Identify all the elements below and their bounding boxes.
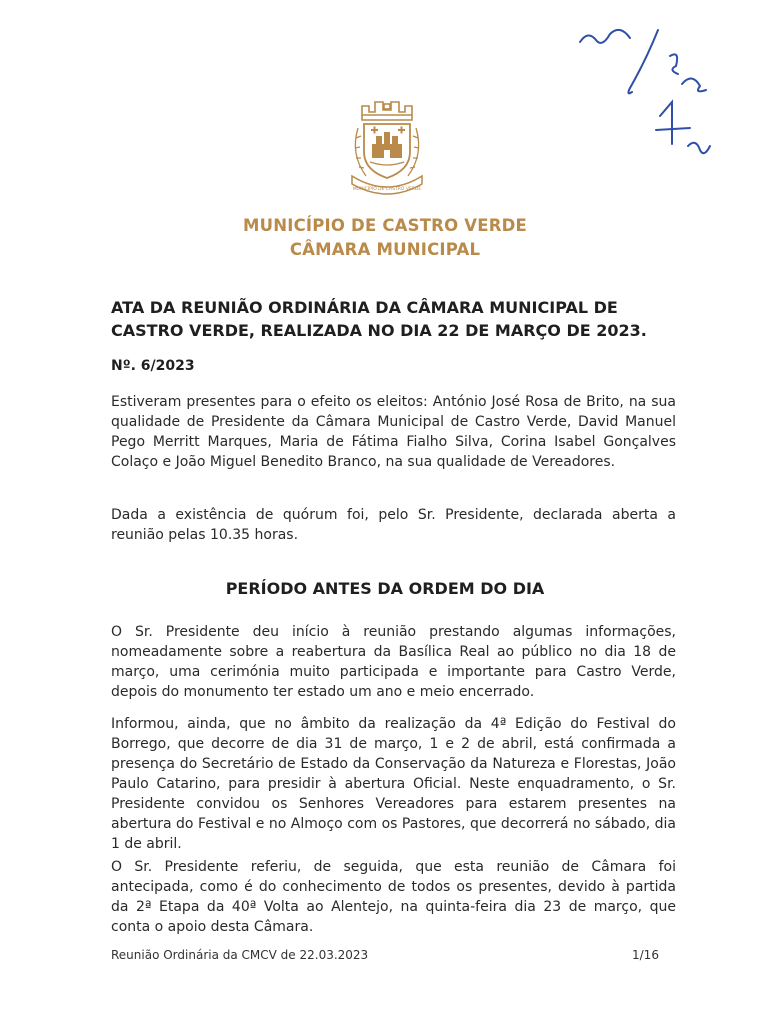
council-name: CÂMARA MUNICIPAL: [289, 240, 481, 259]
crest-ribbon-text: MUNICÍPIO DE CASTRO VERDE: [352, 187, 422, 192]
footer-meeting-reference: Reunião Ordinária da CMCV de 22.03.2023: [111, 948, 369, 962]
document-number: Nº. 6/2023: [111, 358, 195, 374]
section-paragraph: O Sr. Presidente deu início à reunião prestando algumas informações, nomeadamente sobre a reabertura da Basílica Real ao público no dia 18 de março, uma cerimónia muito participada e importante para Castro Verde, depois do monumento ter estado um ano e meio encerrado.: [111, 624, 676, 700]
municipality-name: MUNICÍPIO DE CASTRO VERDE: [243, 216, 527, 235]
handwritten-annotation-icon: [560, 20, 760, 170]
attendance-paragraph: Estiveram presentes para o efeito os eleitos: António José Rosa de Brito, na sua qualidade de Presidente da Câmara Municipal de Castro Verde, David Manuel Pego Merritt Marques, Maria de Fátima Fialho Silva, Corina Isabel Gonçalves Colaço e João Miguel Benedito Branco, na sua qualidade de Vereadores.: [111, 394, 676, 470]
section-paragraph: Informou, ainda, que no âmbito da realização da 4ª Edição do Festival do Borrego, que decorre de dia 31 de março, 1 e 2 de abril, está confirmada a presença do Secretário de Estado da Conservação da Natureza e Florestas, João Paulo Catarino, para presidir à abertura Oficial. Neste enquadramento, o Sr. Presidente convidou os Senhores Vereadores para estarem presentes na abertura do Festival e no Almoço com os Pastores, que decorrerá no sábado, dia 1 de abril.: [111, 716, 676, 852]
section-title: PERÍODO ANTES DA ORDEM DO DIA: [225, 579, 545, 598]
section-paragraph: O Sr. Presidente referiu, de seguida, que esta reunião de Câmara foi antecipada, como é do conhecimento de todos os presentes, devido à partida da 2ª Etapa da 40ª Volta ao Alentejo, na quinta-feira dia 23 de março, que conta o apoio desta Câmara.: [111, 859, 676, 935]
coat-of-arms-icon: [342, 92, 432, 202]
document-title: ATA DA REUNIÃO ORDINÁRIA DA CÂMARA MUNICIPAL DE CASTRO VERDE, REALIZADA NO DIA 22 DE MARÇO DE 2023.: [111, 298, 647, 340]
quorum-paragraph: Dada a existência de quórum foi, pelo Sr. Presidente, declarada aberta a reunião pelas 10.35 horas.: [111, 507, 676, 543]
page-number: 1/16: [632, 948, 659, 962]
